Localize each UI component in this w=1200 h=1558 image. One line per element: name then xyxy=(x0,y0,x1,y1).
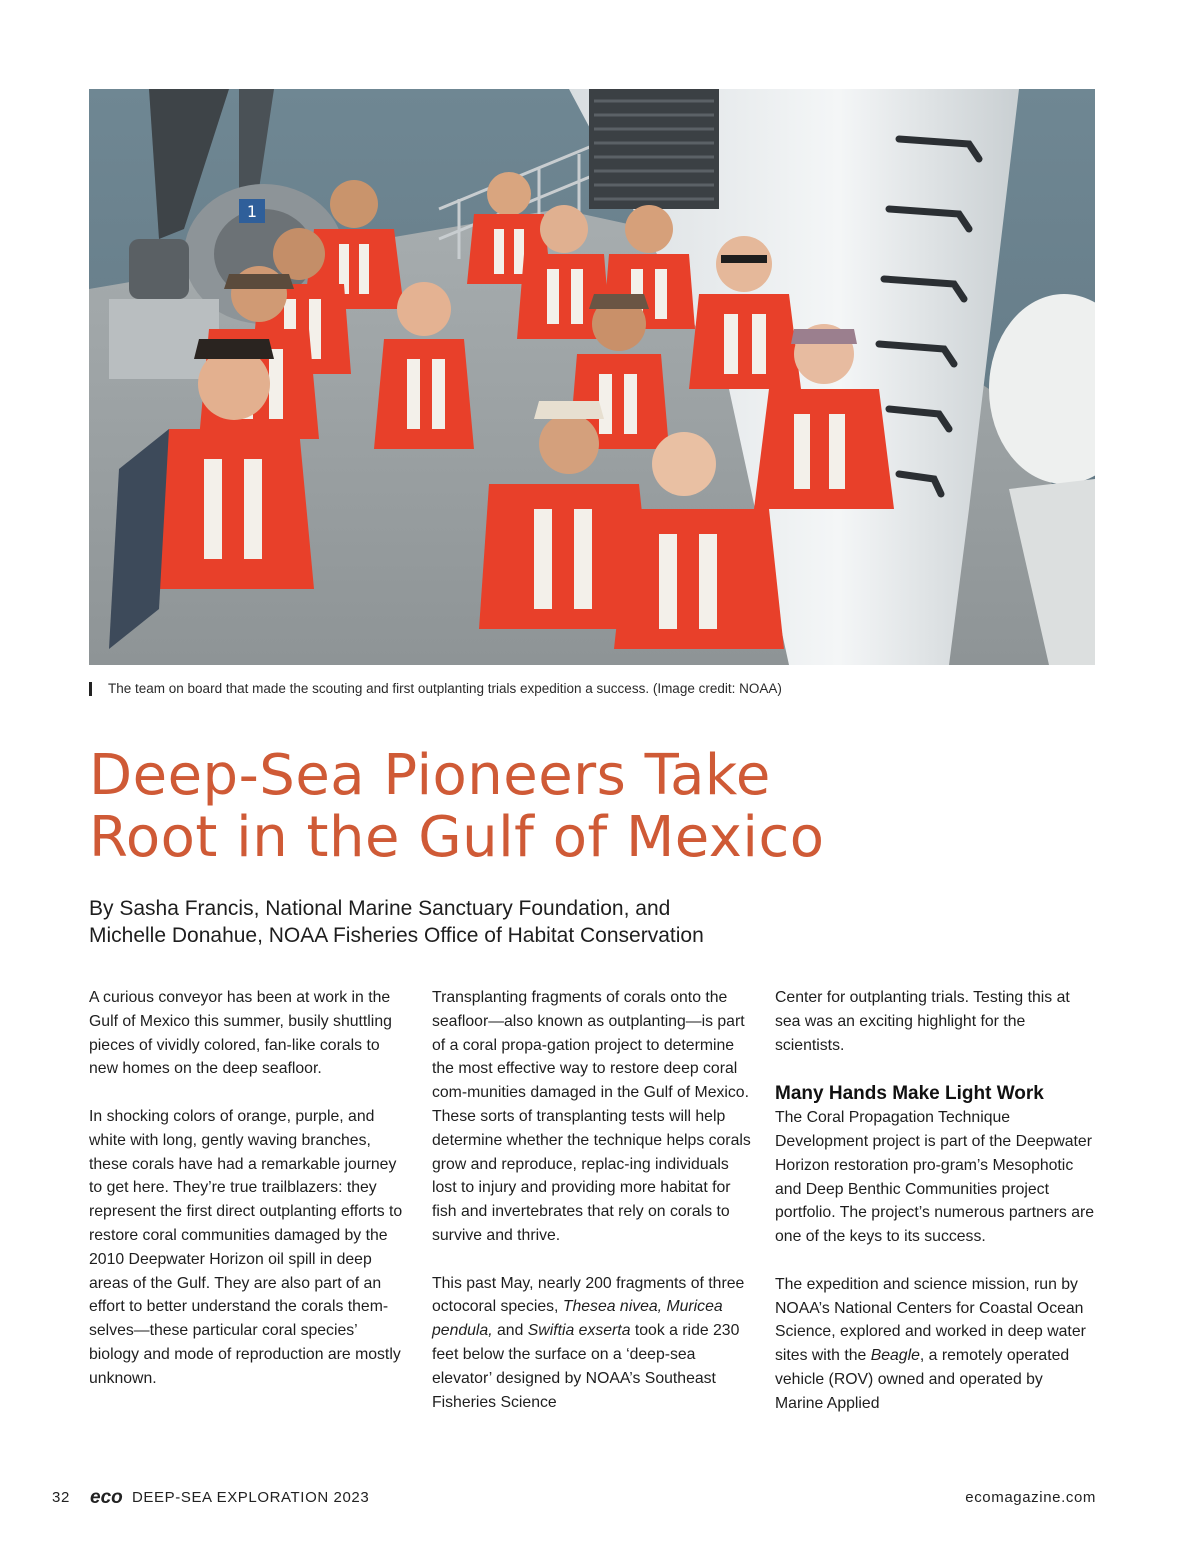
section-subheading: Many Hands Make Light Work xyxy=(775,1083,1044,1105)
eco-logo: eco xyxy=(90,1487,123,1508)
paragraph xyxy=(432,1272,752,1415)
caption-marker xyxy=(89,682,92,696)
article-column-1 xyxy=(89,986,409,1391)
vehicle-name: Beagle xyxy=(870,1347,920,1365)
paragraph: Center for outplanting trials. Testing this at sea was an exciting highlight for the scientists. xyxy=(775,989,1070,1054)
winch-number-label: 1 xyxy=(246,202,258,221)
paragraph-text: This past May, nearly 200 fragments of three octocoral species, xyxy=(432,1274,745,1316)
paragraph: The Coral Propagation Technique Development project is part of the Deepwater Horizon restoration pro-gram’s Mesophotic and Deep Benthic Communities project portfolio. The project’s numerous partners are one of the keys to its success. xyxy=(775,1109,1095,1246)
paragraph: Transplanting fragments of corals onto the seafloor—also known as outplanting—is part of a coral propa-gation project to determine the most effective way to restore deep coral com-munities damaged in the Gulf of Mexico. These sorts of transplanting tests will help determine whether the technique helps corals grow and reproduce, replac-ing individuals lost to injury and providing more habitat for fish and invertebrates that rely on corals to survive and thrive. xyxy=(432,989,751,1244)
byline-line-1: By Sasha Francis, National Marine Sanctuary Foundation, and xyxy=(89,897,671,920)
species-name: Thesea nivea, xyxy=(562,1298,663,1316)
vent-grille xyxy=(589,89,719,209)
paragraph-text: The expedition and science mission, run by NOAA’s National Centers for Coastal Ocean Science, explored and worked in deep water sites with the xyxy=(775,1275,1086,1365)
paragraph xyxy=(775,1273,1095,1416)
paragraph-text: and xyxy=(492,1322,528,1340)
page-number: 32 xyxy=(52,1489,70,1506)
headline-line-1: Deep-Sea Pioneers Take xyxy=(89,743,771,808)
article-column-3 xyxy=(775,986,1095,1416)
paragraph: A curious conveyor has been at work in the Gulf of Mexico this summer, busily shuttling pieces of vividly colored, fan-like corals to new homes on the deep seafloor. xyxy=(89,989,392,1078)
issue-title: DEEP-SEA EXPLORATION 2023 xyxy=(132,1489,370,1506)
headline-line-2: Root in the Gulf of Mexico xyxy=(89,805,825,870)
species-name: Muricea pendula, xyxy=(432,1298,723,1340)
species-name: Swiftia exserta xyxy=(527,1322,631,1340)
article-column-2 xyxy=(432,986,752,1414)
paragraph-text: took a ride 230 feet below the surface on a ‘deep-sea elevator’ designed by NOAA’s Southeast Fisheries Science xyxy=(432,1322,740,1411)
paragraph-text: , a remotely operated vehicle (ROV) owned and operated by Marine Applied xyxy=(775,1347,1070,1412)
article-headline xyxy=(89,745,1089,869)
page-footer xyxy=(52,1489,1096,1509)
photo-caption: The team on board that made the scouting and first outplanting trials expedition a success. (Image credit: NOAA) xyxy=(108,681,782,696)
article-byline xyxy=(89,895,809,949)
team-photo-illustration xyxy=(89,89,1095,665)
paragraph: In shocking colors of orange, purple, and white with long, gently waving branches, these corals have had a remarkable journey to get here. They’re true trailblazers: they represent the first direct outplanting efforts to restore coral communities damaged by the 2010 Deepwater Horizon oil spill in deep areas of the Gulf. They are also part of an effort to better understand the corals them-selves—these particular coral species’ biology and mode of reproduction are mostly unknown. xyxy=(89,1107,403,1387)
team-photo xyxy=(89,89,1095,665)
byline-line-2: Michelle Donahue, NOAA Fisheries Office of Habitat Conservation xyxy=(89,924,704,947)
website-link[interactable]: ecomagazine.com xyxy=(965,1489,1096,1506)
